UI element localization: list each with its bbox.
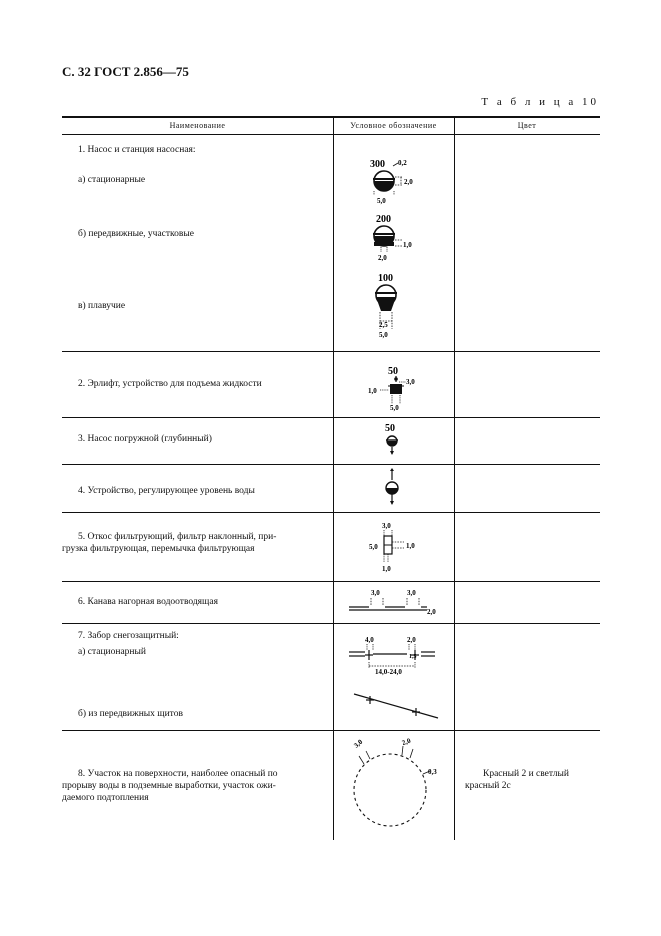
row-7a-label: а) стационарный <box>78 647 146 657</box>
row-1b-label: б) передвижные, участковые <box>78 229 194 239</box>
symbol-pump-mobile <box>362 212 422 264</box>
symbol-label: 2,0 <box>404 178 413 186</box>
page-header: С. 32 ГОСТ 2.856—75 <box>62 64 189 79</box>
row-6-label: 6. Канава нагорная водоотводящая <box>78 597 218 607</box>
row-divider <box>62 351 600 352</box>
symbol-label: 14,0-24,0 <box>375 668 402 676</box>
row-7b-label: б) из передвижных щитов <box>78 709 183 719</box>
symbol-label: 1,0 <box>406 542 415 550</box>
symbol-pump-stationary <box>360 155 430 207</box>
col-divider-2 <box>454 116 455 840</box>
symbol-pump-floating <box>366 271 416 343</box>
symbol-label: 2,0 <box>427 608 436 616</box>
row-5-line-2: грузка фильтрующая, перемычка фильтрующая <box>62 544 255 554</box>
row-divider <box>62 581 600 582</box>
table-header-rule <box>62 134 600 135</box>
symbol-label: 3,0 <box>406 378 415 386</box>
symbol-label: 3,0 <box>382 522 391 530</box>
symbol-label: 0,3 <box>428 768 437 776</box>
row-4-label: 4. Устройство, регулирующее уровень воды <box>78 486 255 496</box>
row-8-color-line-2: красный 2с <box>465 781 511 791</box>
symbol-label: 5,0 <box>390 404 399 412</box>
symbol-flood-hazard-area <box>340 734 445 834</box>
row-8-color-line-1: Красный 2 и светлый <box>483 769 570 779</box>
symbol-label: 1,0 <box>368 387 377 395</box>
row-8-line-2: прорыву воды в подземные выработки, участок ожи- <box>62 781 276 791</box>
row-5-line-1: 5. Откос фильтрующий, фильтр наклонный, при- <box>78 532 277 542</box>
symbol-submersible-pump <box>380 421 410 461</box>
symbol-label: 50 <box>385 423 395 434</box>
symbol-label: 5,0 <box>379 331 388 339</box>
row-7-title: 7. Забор снегозащитный: <box>78 631 179 641</box>
row-divider <box>62 730 600 731</box>
symbol-level-regulator <box>380 468 410 508</box>
symbol-snow-fence-stationary <box>345 632 445 676</box>
row-1-title: 1. Насос и станция насосная: <box>78 145 196 155</box>
symbol-label: 1,0 <box>403 241 412 249</box>
symbol-label: 300 <box>370 159 385 170</box>
row-3-label: 3. Насос погружной (глубинный) <box>78 434 212 444</box>
symbol-label: 3,0 <box>407 589 416 597</box>
symbol-label: 0,2 <box>398 159 407 167</box>
column-header-symbol: Условное обозначение <box>350 121 437 130</box>
column-header-name: Наименование <box>169 121 226 130</box>
symbol-label: 4,0 <box>365 636 374 644</box>
row-divider <box>62 512 600 513</box>
symbol-label: 200 <box>376 214 391 225</box>
symbol-label: 2,0 <box>400 736 412 748</box>
table-title: Т а б л и ц а 10 <box>481 96 599 108</box>
symbol-label: 1,0 <box>382 565 391 573</box>
column-header-color: Цвет <box>517 121 537 130</box>
row-divider <box>62 623 600 624</box>
row-8-line-3: даемого подтопления <box>62 793 149 803</box>
symbol-label: 3,0 <box>352 737 365 750</box>
col-divider-1 <box>333 116 334 840</box>
row-8-line-1: 8. Участок на поверхности, наиболее опасный по <box>78 769 278 779</box>
row-1c-label: в) плавучие <box>78 301 126 311</box>
symbol-label: 1,5 <box>409 654 417 660</box>
symbol-label: 100 <box>378 273 393 284</box>
symbol-snow-fence-mobile <box>350 692 445 722</box>
symbol-label: 5,0 <box>377 197 386 205</box>
row-2-label: 2. Эрлифт, устройство для подъема жидкости <box>78 379 262 389</box>
symbol-drainage-ditch <box>345 586 445 618</box>
row-1a-label: а) стационарные <box>78 175 146 185</box>
symbol-filter-slope <box>362 518 428 576</box>
symbol-label: 2,0 <box>407 636 416 644</box>
symbol-label: 2,0 <box>378 254 387 262</box>
symbol-label: 2,5 <box>379 321 388 329</box>
row-divider <box>62 417 600 418</box>
symbol-label: 3,0 <box>371 589 380 597</box>
symbol-airlift <box>366 364 426 412</box>
table-top-rule <box>62 116 600 118</box>
symbol-label: 50 <box>388 366 398 377</box>
row-divider <box>62 464 600 465</box>
symbol-label: 5,0 <box>369 543 378 551</box>
